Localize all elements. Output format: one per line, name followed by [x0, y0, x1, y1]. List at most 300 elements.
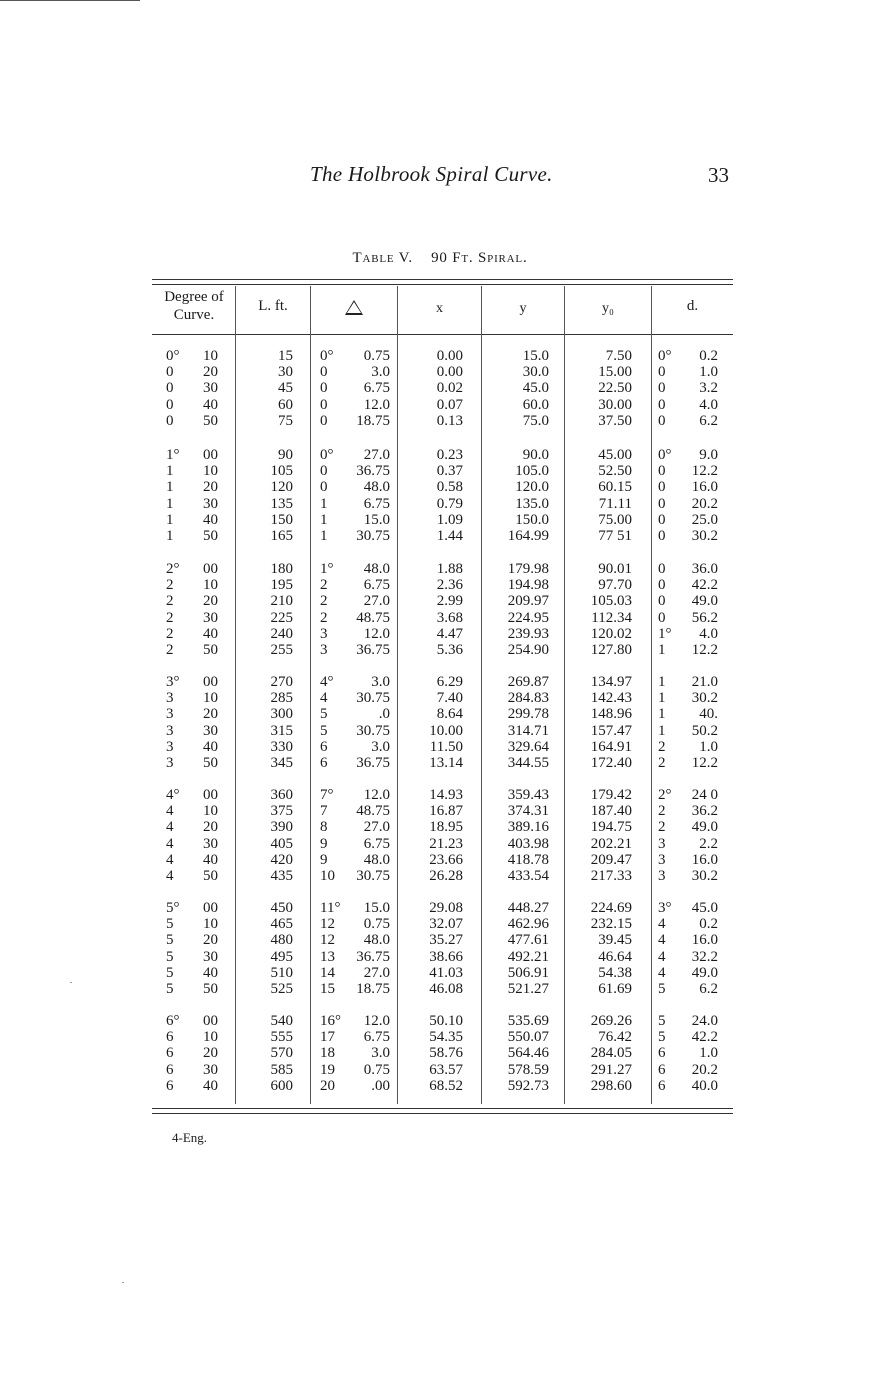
x-value: 58.76 — [429, 1045, 463, 1062]
table-row — [0, 706, 880, 722]
minutes-value: 50 — [203, 641, 218, 658]
degree-value: 3 — [166, 722, 174, 739]
y0-value: 172.40 — [590, 754, 632, 771]
length-value: 525 — [270, 980, 293, 997]
minutes-value: 30 — [203, 1061, 218, 1078]
minutes-value: 10 — [203, 577, 218, 594]
row-group — [0, 1013, 880, 1094]
delta-minutes: 30.75 — [356, 722, 390, 739]
delta-minutes: 6.75 — [363, 1029, 390, 1046]
table-row — [0, 496, 880, 512]
length-value: 180 — [270, 561, 293, 577]
x-value: 0.00 — [436, 364, 463, 381]
y-value: 418.78 — [507, 851, 549, 868]
delta-degrees: 7 — [320, 803, 328, 820]
table-row — [0, 348, 880, 364]
x-value: 38.66 — [429, 948, 463, 965]
d-minutes: 30.2 — [691, 690, 718, 707]
d-minutes: 49.0 — [691, 593, 718, 610]
x-value: 6.29 — [436, 674, 463, 690]
minutes-value: 20 — [203, 593, 218, 610]
d-minutes: 0.2 — [699, 348, 718, 364]
d-degrees: 2 — [658, 819, 666, 836]
delta-minutes: 27.0 — [363, 819, 390, 836]
degree-value: 0 — [166, 364, 174, 381]
delta-degrees: 4 — [320, 690, 328, 707]
minutes-value: 30 — [203, 722, 218, 739]
minutes-value: 40 — [203, 511, 218, 528]
delta-minutes: 48.75 — [356, 803, 390, 820]
minutes-value: 30 — [203, 495, 218, 512]
y-value: 254.90 — [507, 641, 549, 658]
degree-value: 5 — [166, 948, 174, 965]
delta-minutes: 12.0 — [363, 787, 390, 803]
x-value: 23.66 — [429, 851, 463, 868]
degree-value: 0 — [166, 412, 174, 429]
delta-minutes: 0.75 — [363, 916, 390, 933]
minutes-value: 10 — [203, 916, 218, 933]
y0-value: 269.26 — [590, 1013, 632, 1029]
x-value: 63.57 — [429, 1061, 463, 1078]
minutes-value: 20 — [203, 932, 218, 949]
degree-value: 1 — [166, 495, 174, 512]
d-degrees: 3 — [658, 867, 666, 884]
y-value: 550.07 — [507, 1029, 549, 1046]
y-value: 299.78 — [507, 706, 549, 723]
y0-value: 298.60 — [590, 1077, 632, 1094]
row-group — [0, 787, 880, 884]
delta-minutes: 30.75 — [356, 527, 390, 544]
degree-value: 2 — [166, 641, 174, 658]
d-degrees: 3 — [658, 835, 666, 852]
y0-value: 187.40 — [590, 803, 632, 820]
degree-value: 5 — [166, 916, 174, 933]
length-value: 255 — [270, 641, 293, 658]
table-row — [0, 819, 880, 835]
y-value: 284.83 — [507, 690, 549, 707]
delta-minutes: 3.0 — [371, 364, 390, 381]
d-degrees: 0 — [658, 511, 666, 528]
length-value: 210 — [270, 593, 293, 610]
delta-degrees: 12 — [320, 916, 335, 933]
delta-minutes: 6.75 — [363, 380, 390, 397]
delta-minutes: 6.75 — [363, 835, 390, 852]
x-value: 46.08 — [429, 980, 463, 997]
d-degrees: 1 — [658, 690, 666, 707]
d-degrees: 2° — [658, 787, 672, 803]
x-value: 8.64 — [436, 706, 463, 723]
x-value: 41.03 — [429, 964, 463, 981]
table-row — [0, 739, 880, 755]
table-row — [0, 916, 880, 932]
x-value: 0.00 — [436, 348, 463, 364]
delta-minutes: 48.0 — [363, 479, 390, 496]
minutes-value: 40 — [203, 1077, 218, 1094]
d-minutes: 21.0 — [691, 674, 718, 690]
minutes-value: 10 — [203, 348, 218, 364]
delta-minutes: 36.75 — [356, 948, 390, 965]
header-x: x — [436, 301, 443, 316]
degree-value: 6 — [166, 1045, 174, 1062]
length-value: 405 — [270, 835, 293, 852]
y0-value: 105.03 — [590, 593, 632, 610]
triangle-delta-icon — [345, 300, 363, 315]
table-caption-label: Table V. — [352, 250, 413, 266]
length-value: 15 — [278, 348, 293, 364]
degree-value: 1 — [166, 463, 174, 480]
delta-minutes: 15.0 — [363, 900, 390, 916]
y-value: 135.0 — [515, 495, 549, 512]
d-degrees: 2 — [658, 754, 666, 771]
delta-degrees: 18 — [320, 1045, 335, 1062]
minutes-value: 10 — [203, 690, 218, 707]
y0-value: 39.45 — [598, 932, 632, 949]
row-group — [0, 674, 880, 771]
x-value: 0.02 — [436, 380, 463, 397]
minutes-value: 50 — [203, 527, 218, 544]
length-value: 585 — [270, 1061, 293, 1078]
table-row — [0, 868, 880, 884]
y0-value: 142.43 — [590, 690, 632, 707]
x-value: 16.87 — [429, 803, 463, 820]
y0-value: 157.47 — [590, 722, 632, 739]
d-minutes: 40. — [699, 706, 718, 723]
paper-speck — [70, 982, 72, 983]
degree-value: 2 — [166, 625, 174, 642]
y0-value: 37.50 — [598, 412, 632, 429]
y-value: 374.31 — [507, 803, 549, 820]
table-row — [0, 479, 880, 495]
degree-value: 5 — [166, 964, 174, 981]
delta-minutes: 48.75 — [356, 609, 390, 626]
d-degrees: 0 — [658, 364, 666, 381]
minutes-value: 40 — [203, 851, 218, 868]
d-degrees: 0 — [658, 380, 666, 397]
degree-value: 0 — [166, 396, 174, 413]
d-minutes: 24 0 — [691, 787, 718, 803]
table-row — [0, 463, 880, 479]
d-degrees: 4 — [658, 932, 666, 949]
x-value: 68.52 — [429, 1077, 463, 1094]
d-minutes: 36.0 — [691, 561, 718, 577]
d-degrees: 2 — [658, 738, 666, 755]
minutes-value: 10 — [203, 463, 218, 480]
delta-degrees: 11° — [320, 900, 341, 916]
d-degrees: 2 — [658, 803, 666, 820]
minutes-value: 40 — [203, 738, 218, 755]
table-row — [0, 610, 880, 626]
header-y: y — [519, 301, 527, 316]
d-minutes: 12.2 — [691, 641, 718, 658]
delta-degrees: 2 — [320, 577, 328, 594]
table-row — [0, 723, 880, 739]
top-edge-rule — [0, 0, 140, 1]
table-row — [0, 900, 880, 916]
delta-degrees: 20 — [320, 1077, 335, 1094]
degree-value: 3 — [166, 738, 174, 755]
y0-value: 127.80 — [590, 641, 632, 658]
y0-value: 217.33 — [590, 867, 632, 884]
delta-degrees: 10 — [320, 867, 335, 884]
y0-value: 209.47 — [590, 851, 632, 868]
length-value: 600 — [270, 1077, 293, 1094]
delta-minutes: 36.75 — [356, 641, 390, 658]
table-row — [0, 1045, 880, 1061]
d-degrees: 5 — [658, 980, 666, 997]
y-value: 535.69 — [507, 1013, 549, 1029]
delta-degrees: 1 — [320, 495, 328, 512]
table-row — [0, 949, 880, 965]
degree-value: 1° — [166, 447, 180, 463]
length-value: 375 — [270, 803, 293, 820]
y0-value: 30.00 — [598, 396, 632, 413]
table-row — [0, 1062, 880, 1078]
table-bottom-rule — [152, 1108, 733, 1109]
y-value: 578.59 — [507, 1061, 549, 1078]
degree-value: 1 — [166, 479, 174, 496]
delta-minutes: 3.0 — [371, 1045, 390, 1062]
d-degrees: 1° — [658, 625, 672, 642]
delta-minutes: .0 — [378, 706, 390, 723]
table-row — [0, 413, 880, 429]
length-value: 315 — [270, 722, 293, 739]
degree-value: 4 — [166, 867, 174, 884]
length-value: 300 — [270, 706, 293, 723]
degree-value: 0 — [166, 380, 174, 397]
delta-minutes: 12.0 — [363, 1013, 390, 1029]
degree-value: 3° — [166, 674, 180, 690]
header-delta — [311, 300, 397, 320]
x-value: 0.37 — [436, 463, 463, 480]
y-value: 359.43 — [507, 787, 549, 803]
x-value: 14.93 — [429, 787, 463, 803]
delta-minutes: 27.0 — [363, 964, 390, 981]
table-row — [0, 642, 880, 658]
y-value: 564.46 — [507, 1045, 549, 1062]
table-row — [0, 1029, 880, 1045]
degree-value: 3 — [166, 690, 174, 707]
x-value: 0.07 — [436, 396, 463, 413]
y0-value: 90.01 — [598, 561, 632, 577]
d-degrees: 0 — [658, 609, 666, 626]
degree-value: 2 — [166, 593, 174, 610]
delta-minutes: 36.75 — [356, 754, 390, 771]
minutes-value: 40 — [203, 964, 218, 981]
table-row — [0, 364, 880, 380]
d-minutes: 20.2 — [691, 1061, 718, 1078]
d-degrees: 6 — [658, 1045, 666, 1062]
x-value: 50.10 — [429, 1013, 463, 1029]
y0-value: 291.27 — [590, 1061, 632, 1078]
d-degrees: 0 — [658, 577, 666, 594]
y-value: 329.64 — [507, 738, 549, 755]
length-value: 435 — [270, 867, 293, 884]
d-minutes: 45.0 — [691, 900, 718, 916]
length-value: 555 — [270, 1029, 293, 1046]
y-value: 269.87 — [507, 674, 549, 690]
x-value: 7.40 — [436, 690, 463, 707]
minutes-value: 40 — [203, 625, 218, 642]
delta-degrees: 0 — [320, 380, 328, 397]
d-minutes: 2.2 — [699, 835, 718, 852]
delta-degrees: 1 — [320, 511, 328, 528]
table-top-rule — [152, 279, 733, 280]
d-minutes: 25.0 — [691, 511, 718, 528]
d-degrees: 0 — [658, 396, 666, 413]
delta-degrees: 0° — [320, 348, 334, 364]
delta-degrees: 15 — [320, 980, 335, 997]
degree-value: 5° — [166, 900, 180, 916]
delta-minutes: 0.75 — [363, 348, 390, 364]
length-value: 330 — [270, 738, 293, 755]
d-degrees: 1 — [658, 722, 666, 739]
y-value: 592.73 — [507, 1077, 549, 1094]
header-degree-line2: Curve. — [173, 307, 215, 323]
degree-value: 2 — [166, 577, 174, 594]
delta-degrees: 8 — [320, 819, 328, 836]
table-row — [0, 852, 880, 868]
y-value: 477.61 — [507, 932, 549, 949]
length-value: 120 — [270, 479, 293, 496]
d-degrees: 0 — [658, 495, 666, 512]
x-value: 5.36 — [436, 641, 463, 658]
table-row — [0, 674, 880, 690]
y0-value: 15.00 — [598, 364, 632, 381]
d-minutes: 1.0 — [699, 1045, 718, 1062]
d-minutes: 16.0 — [691, 851, 718, 868]
delta-minutes: 27.0 — [363, 593, 390, 610]
y0-value: 120.02 — [590, 625, 632, 642]
y-value: 521.27 — [507, 980, 549, 997]
x-value: 26.28 — [429, 867, 463, 884]
degree-value: 6 — [166, 1029, 174, 1046]
row-group — [0, 447, 880, 544]
degree-value: 4 — [166, 835, 174, 852]
degree-value: 2 — [166, 609, 174, 626]
length-value: 240 — [270, 625, 293, 642]
d-minutes: 1.0 — [699, 364, 718, 381]
d-minutes: 4.0 — [699, 396, 718, 413]
y-value: 90.0 — [522, 447, 549, 463]
y0-value: 97.70 — [598, 577, 632, 594]
d-minutes: 40.0 — [691, 1077, 718, 1094]
minutes-value: 00 — [203, 900, 218, 916]
delta-minutes: 48.0 — [363, 851, 390, 868]
delta-minutes: 18.75 — [356, 412, 390, 429]
delta-degrees: 4° — [320, 674, 334, 690]
d-minutes: 12.2 — [691, 754, 718, 771]
y-value: 492.21 — [507, 948, 549, 965]
d-degrees: 0 — [658, 479, 666, 496]
d-degrees: 4 — [658, 948, 666, 965]
length-value: 495 — [270, 948, 293, 965]
d-minutes: 9.0 — [699, 447, 718, 463]
y0-value: 22.50 — [598, 380, 632, 397]
delta-degrees: 1° — [320, 561, 334, 577]
minutes-value: 00 — [203, 561, 218, 577]
minutes-value: 30 — [203, 948, 218, 965]
d-minutes: 3.2 — [699, 380, 718, 397]
d-degrees: 1 — [658, 706, 666, 723]
y-value: 344.55 — [507, 754, 549, 771]
delta-degrees: 5 — [320, 722, 328, 739]
degree-value: 1 — [166, 511, 174, 528]
degree-value: 0° — [166, 348, 180, 364]
row-group — [0, 561, 880, 658]
row-group — [0, 900, 880, 997]
y-value: 403.98 — [507, 835, 549, 852]
table-row — [0, 965, 880, 981]
table-row — [0, 593, 880, 609]
delta-degrees: 1 — [320, 527, 328, 544]
minutes-value: 30 — [203, 609, 218, 626]
delta-minutes: 48.0 — [363, 561, 390, 577]
delta-degrees: 9 — [320, 851, 328, 868]
d-degrees: 5 — [658, 1029, 666, 1046]
length-value: 270 — [270, 674, 293, 690]
delta-degrees: 14 — [320, 964, 335, 981]
length-value: 480 — [270, 932, 293, 949]
degree-value: 6 — [166, 1077, 174, 1094]
table-row — [0, 690, 880, 706]
minutes-value: 20 — [203, 1045, 218, 1062]
delta-degrees: 5 — [320, 706, 328, 723]
minutes-value: 20 — [203, 819, 218, 836]
x-value: 13.14 — [429, 754, 463, 771]
minutes-value: 00 — [203, 1013, 218, 1029]
d-degrees: 0 — [658, 412, 666, 429]
y0-value: 202.21 — [590, 835, 632, 852]
header-degree-line1: Degree of — [164, 289, 224, 305]
table-row — [0, 1013, 880, 1029]
x-value: 11.50 — [429, 738, 463, 755]
d-minutes: 6.2 — [699, 412, 718, 429]
minutes-value: 10 — [203, 803, 218, 820]
length-value: 60 — [278, 396, 293, 413]
x-value: 4.47 — [436, 625, 463, 642]
d-minutes: 16.0 — [691, 932, 718, 949]
degree-value: 5 — [166, 932, 174, 949]
table-row — [0, 981, 880, 997]
y0-value: 54.38 — [598, 964, 632, 981]
table-row — [0, 561, 880, 577]
delta-degrees: 2 — [320, 609, 328, 626]
y0-value: 46.64 — [598, 948, 632, 965]
y-value: 224.95 — [507, 609, 549, 626]
y-value: 194.98 — [507, 577, 549, 594]
table-row — [0, 626, 880, 642]
minutes-value: 10 — [203, 1029, 218, 1046]
x-value: 2.99 — [436, 593, 463, 610]
d-degrees: 0 — [658, 593, 666, 610]
delta-degrees: 0 — [320, 396, 328, 413]
degree-value: 6° — [166, 1013, 180, 1029]
y-value: 30.0 — [522, 364, 549, 381]
table-row — [0, 836, 880, 852]
table-row — [0, 755, 880, 771]
y0-value: 75.00 — [598, 511, 632, 528]
d-minutes: 6.2 — [699, 980, 718, 997]
minutes-value: 30 — [203, 835, 218, 852]
length-value: 465 — [270, 916, 293, 933]
y0-value: 45.00 — [598, 447, 632, 463]
degree-value: 4 — [166, 819, 174, 836]
delta-minutes: 30.75 — [356, 690, 390, 707]
degree-value: 6 — [166, 1061, 174, 1078]
d-minutes: 20.2 — [691, 495, 718, 512]
delta-degrees: 3 — [320, 625, 328, 642]
y0-value: 148.96 — [590, 706, 632, 723]
